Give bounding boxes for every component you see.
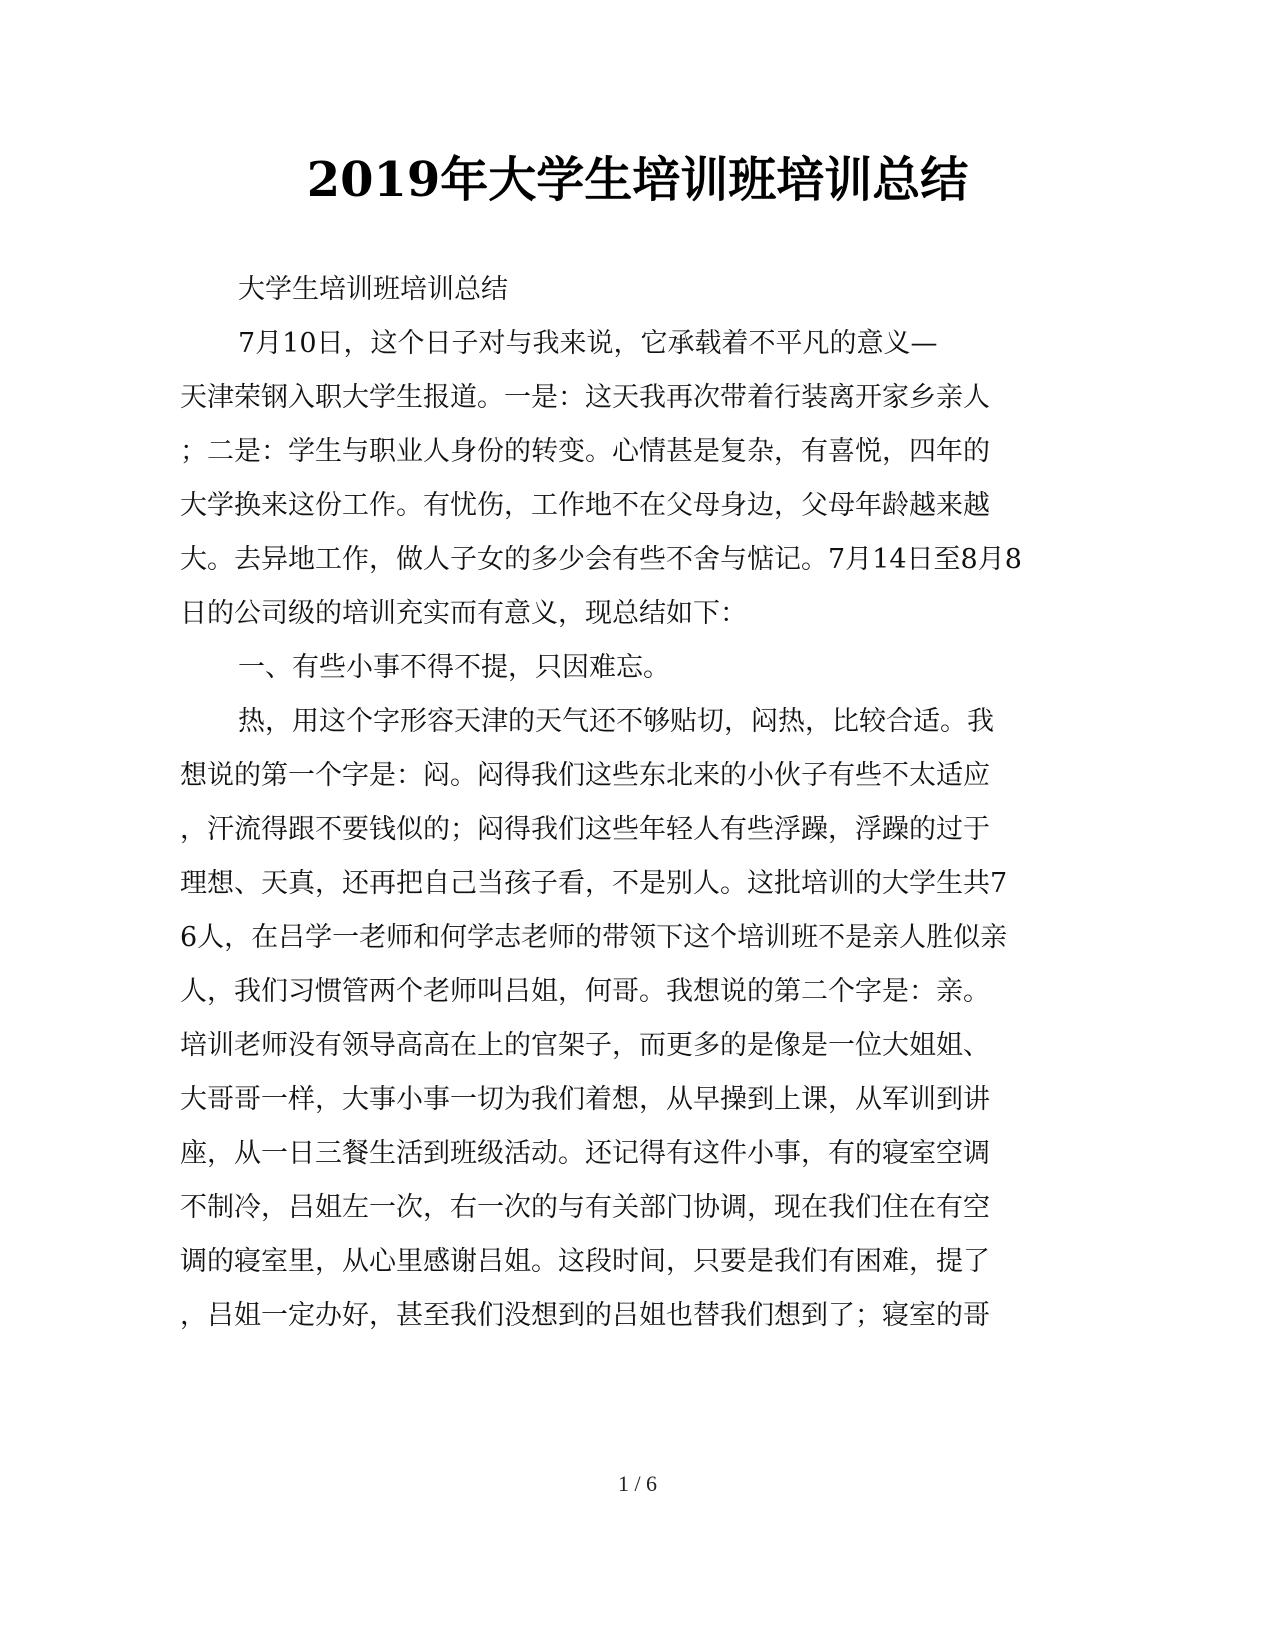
text-line: ；二是：学生与职业人身份的转变。心情甚是复杂，有喜悦，四年的	[180, 436, 990, 467]
text-line: 想说的第一个字是：闷。闷得我们这些东北来的小伙子有些不太适应	[180, 760, 990, 791]
text-line: 调的寝室里，从心里感谢吕姐。这段时间，只要是我们有困难，提了	[180, 1246, 990, 1277]
text-line: 天津荣钢入职大学生报道。一是：这天我再次带着行装离开家乡亲人	[180, 382, 990, 413]
text-line: 座，从一日三餐生活到班级活动。还记得有这件小事，有的寝室空调	[180, 1138, 990, 1169]
text-line: 理想、天真，还再把自己当孩子看，不是别人。这批培训的大学生共7	[180, 868, 1008, 899]
text-line: 一、有些小事不得不提，只因难忘。	[238, 652, 670, 683]
document-title: 2019年大学生培训班培训总结	[306, 152, 969, 208]
text-line: 6人，在吕学一老师和何学志老师的带领下这个培训班不是亲人胜似亲	[180, 922, 1008, 953]
text-line: 人，我们习惯管两个老师叫吕姐，何哥。我想说的第二个字是：亲。	[180, 976, 990, 1007]
text-line: 培训老师没有领导高高在上的官架子，而更多的是像是一位大姐姐、	[180, 1030, 990, 1061]
text-line: 热，用这个字形容天津的天气还不够贴切，闷热，比较合适。我	[238, 706, 994, 737]
text-line: 大。去异地工作，做人子女的多少会有些不舍与惦记。7月14日至8月8	[180, 544, 1022, 575]
text-line: 7月10日，这个日子对与我来说，它承载着不平凡的意义—	[238, 328, 938, 359]
text-line: 大哥哥一样，大事小事一切为我们着想，从早操到上课，从军训到讲	[180, 1084, 990, 1115]
text-line: 不制冷，吕姐左一次，右一次的与有关部门协调，现在我们住在有空	[180, 1192, 990, 1223]
page-number: 1 / 6	[617, 1471, 658, 1496]
text-line: 大学换来这份工作。有忧伤，工作地不在父母身边，父母年龄越来越	[180, 490, 990, 521]
text-line: ，汗流得跟不要钱似的；闷得我们这些年轻人有些浮躁，浮躁的过于	[180, 814, 990, 845]
text-line: ，吕姐一定办好，甚至我们没想到的吕姐也替我们想到了；寝室的哥	[180, 1300, 990, 1331]
text-line: 大学生培训班培训总结	[238, 274, 508, 305]
text-line: 日的公司级的培训充实而有意义，现总结如下：	[180, 598, 747, 629]
